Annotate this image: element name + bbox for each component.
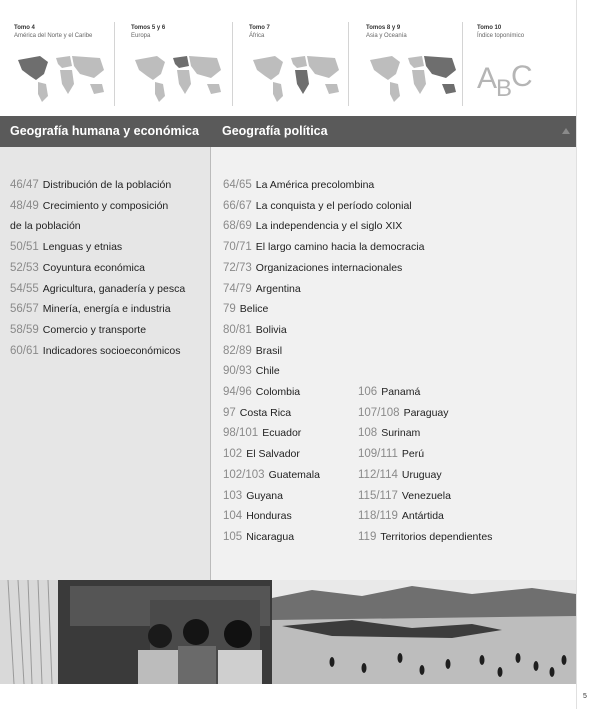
page-range: 64/65	[223, 179, 252, 191]
entry-title: Territorios dependientes	[380, 530, 493, 543]
toc-entry[interactable]	[10, 320, 185, 341]
entry-title: Colombia	[255, 386, 301, 398]
entry-title: Guyana	[246, 489, 283, 502]
page-range: 82/89	[223, 344, 252, 357]
toc-entry[interactable]	[358, 486, 492, 507]
page-range: 60/61	[10, 344, 39, 357]
entry-title: Ecuador	[262, 427, 302, 440]
entry-title: La conquista y el período colonial	[255, 199, 412, 212]
page-range: 103	[223, 489, 243, 502]
toc-entry[interactable]	[223, 237, 424, 258]
toc-entry[interactable]	[223, 423, 320, 444]
country-entries-col2	[358, 382, 492, 548]
entry-title: de la población	[10, 220, 81, 233]
toc-entry[interactable]	[10, 175, 185, 196]
toc-entry[interactable]	[223, 258, 424, 279]
volume-title: Tomo 7	[249, 25, 270, 31]
toc-entry[interactable]	[223, 486, 320, 507]
page-range: 50/51	[10, 241, 39, 254]
abc-letter: A	[477, 62, 497, 95]
divider	[232, 22, 233, 106]
volume-title: Tomos 5 y 6	[131, 25, 166, 31]
toc-entry[interactable]	[223, 175, 424, 196]
page-range: 105	[223, 530, 243, 543]
volume-strip	[0, 0, 576, 116]
section-title: Geografía política	[222, 124, 328, 138]
page-edge	[576, 0, 577, 709]
volume-subtitle: América del Norte y el Caribe	[14, 33, 93, 39]
page-range: 102/103	[223, 468, 265, 481]
toc-entry[interactable]	[10, 258, 185, 279]
page-range: 108	[358, 427, 378, 440]
entry-title: Belice	[239, 303, 269, 316]
page-range: 119	[358, 530, 377, 543]
section-header-political	[210, 116, 576, 147]
entry-title: Distribución de la población	[42, 179, 172, 191]
entry-title: Venezuela	[401, 489, 451, 502]
toc-entry[interactable]	[223, 403, 320, 424]
volume-tomos-5-6[interactable]	[131, 24, 247, 110]
page-range: 74/79	[223, 282, 252, 295]
entry-title: Chile	[255, 365, 280, 378]
page-range: 70/71	[223, 241, 252, 254]
page-range: 66/67	[223, 199, 252, 212]
volume-subtitle: Asia y Oceanía	[366, 33, 407, 39]
entry-title: Uruguay	[401, 468, 442, 481]
toc-entry[interactable]	[10, 341, 185, 362]
entry-title: Comercio y transporte	[42, 323, 147, 336]
toc-entry[interactable]	[223, 444, 320, 465]
entry-title: Indicadores socioeconómicos	[42, 344, 181, 357]
page-range: 54/55	[10, 282, 39, 295]
toc-entry[interactable]	[223, 320, 424, 341]
toc-entry[interactable]	[358, 506, 492, 527]
abc-letter: C	[511, 60, 532, 93]
page-range: 56/57	[10, 303, 39, 316]
abc-letter: B	[496, 75, 512, 102]
toc-entry[interactable]	[10, 279, 185, 300]
world-map-africa-highlight-icon	[249, 50, 343, 104]
volume-title: Tomos 8 y 9	[366, 25, 401, 31]
toc-entry[interactable]	[358, 527, 492, 548]
divider	[114, 22, 115, 106]
toc-entry[interactable]	[10, 196, 185, 217]
photo-children	[0, 580, 272, 684]
entry-title: La América precolombina	[255, 179, 375, 191]
entry-title: Surinam	[381, 427, 421, 440]
toc-entry[interactable]	[223, 506, 320, 527]
page-range: 107/108	[358, 406, 400, 419]
entry-title: Coyuntura económica	[42, 261, 145, 274]
page-range: 46/47	[10, 179, 39, 191]
volume-subtitle: África	[249, 33, 265, 39]
entry-title: Antártida	[401, 510, 444, 523]
section-header-human-economic: Geografía humana y económica	[0, 116, 210, 147]
toc-entry[interactable]	[358, 382, 492, 403]
triangle-icon	[562, 128, 570, 134]
entry-title: El largo camino hacia la democracia	[255, 241, 425, 254]
entry-title: Costa Rica	[239, 406, 292, 419]
toc-entry[interactable]	[223, 341, 424, 362]
page-range: 112/114	[358, 468, 398, 481]
page-range: 48/49	[10, 199, 39, 212]
volume-tomo-4[interactable]	[14, 24, 130, 110]
toc-entry[interactable]	[223, 216, 424, 237]
entry-title: Brasil	[255, 344, 283, 357]
entry-title: Argentina	[255, 282, 301, 295]
toc-entry[interactable]	[223, 465, 320, 486]
world-map-asia-highlight-icon	[366, 50, 460, 104]
toc-entry[interactable]	[223, 299, 424, 320]
entry-title: Perú	[401, 448, 425, 461]
index-abc-icon	[477, 60, 532, 102]
toc-entry[interactable]	[223, 196, 424, 217]
page-range: 115/117	[358, 489, 398, 502]
page-range: 104	[223, 510, 243, 523]
volume-subtitle: Índice toponímico	[477, 33, 525, 39]
volume-title: Tomo 4	[14, 25, 35, 31]
entry-title: La independencia y el siglo XIX	[255, 220, 403, 233]
entry-title: Panamá	[381, 386, 421, 398]
toc-entry[interactable]	[223, 382, 320, 403]
page-range: 98/101	[223, 427, 259, 440]
toc-entry[interactable]	[358, 465, 492, 486]
entry-title: Nicaragua	[246, 530, 295, 543]
toc-entry[interactable]	[10, 237, 185, 258]
toc-entry[interactable]	[358, 403, 492, 424]
page-range: 106	[358, 386, 378, 398]
page-number: 5	[583, 693, 587, 700]
entry-title: El Salvador	[246, 448, 300, 461]
page-range: 102	[223, 448, 243, 461]
toc-entry[interactable]	[223, 279, 424, 300]
entry-title: Lenguas y etnias	[42, 241, 123, 254]
country-entries-col1	[223, 382, 320, 548]
entry-title: Honduras	[246, 510, 292, 523]
entry-title: Guatemala	[268, 468, 320, 481]
toc-entry[interactable]	[10, 299, 185, 320]
photo-penguins	[272, 580, 576, 684]
page-range: 90/93	[223, 365, 252, 378]
page-range: 52/53	[10, 261, 39, 274]
toc-entry-continuation[interactable]	[10, 216, 185, 237]
volume-subtitle: Europa	[131, 33, 151, 39]
entry-title: Crecimiento y composición	[42, 199, 169, 212]
world-map-europe-highlight-icon	[131, 50, 225, 104]
page-range: 97	[223, 406, 236, 419]
table-of-contents	[0, 116, 576, 580]
page-range: 118/119	[358, 510, 398, 523]
entry-title: Agricultura, ganadería y pesca	[42, 282, 186, 295]
left-entries	[10, 175, 185, 361]
world-map-north-america-highlight-icon	[14, 50, 108, 104]
page-range: 109/111	[358, 448, 398, 461]
entry-title: Paraguay	[403, 406, 449, 419]
right-entries	[223, 175, 424, 382]
toc-entry[interactable]	[358, 423, 492, 444]
page-range: 94/96	[223, 386, 252, 398]
entry-title: Bolivia	[255, 323, 287, 336]
page-range: 80/81	[223, 323, 252, 336]
divider	[462, 22, 463, 106]
entry-title: Minería, energía e industria	[42, 303, 171, 316]
entry-title: Organizaciones internacionales	[255, 261, 403, 274]
page-range: 58/59	[10, 323, 39, 336]
volume-tomos-8-9[interactable]	[366, 24, 482, 110]
page-range: 79	[223, 303, 236, 316]
volume-title: Tomo 10	[477, 25, 502, 31]
toc-entry[interactable]	[223, 361, 424, 382]
toc-entry[interactable]	[223, 527, 320, 548]
page-range: 68/69	[223, 220, 252, 233]
divider	[348, 22, 349, 106]
page-range: 72/73	[223, 261, 252, 274]
toc-entry[interactable]	[358, 444, 492, 465]
